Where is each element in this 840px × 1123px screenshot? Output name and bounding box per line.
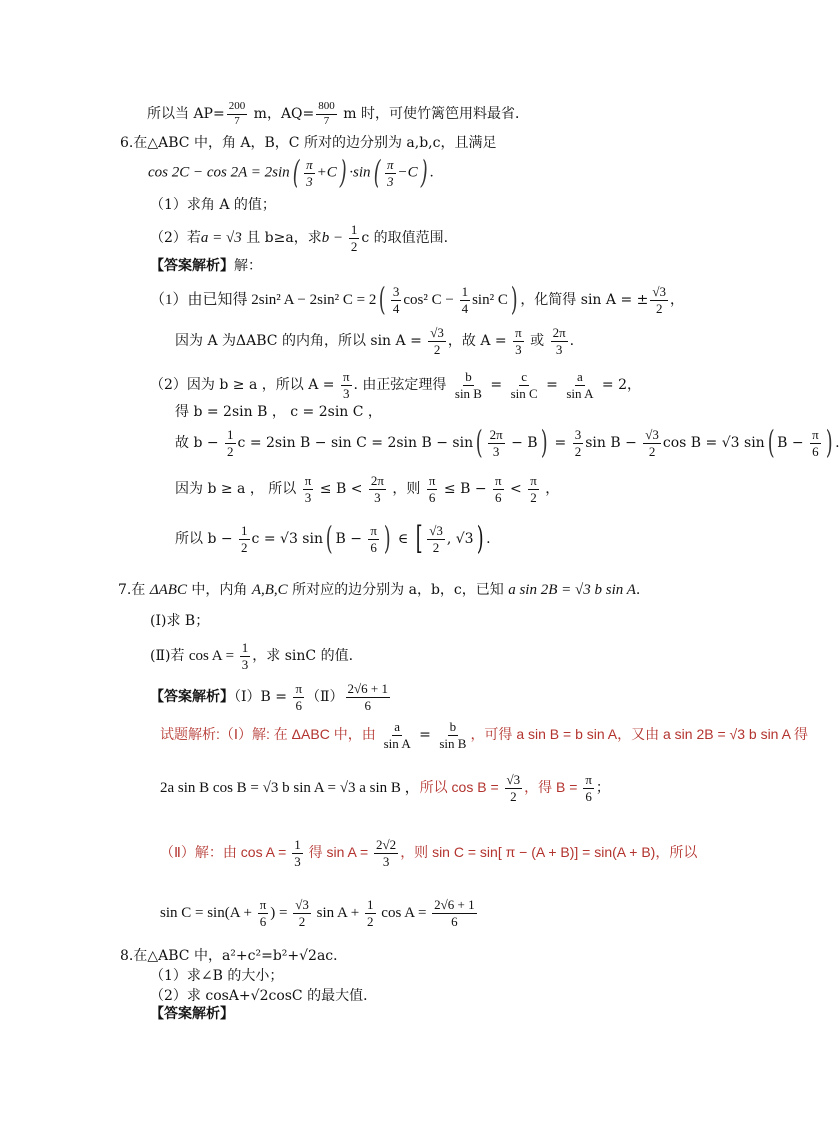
fraction: $\frac{1}{3}$	[294, 837, 301, 869]
fraction: $\frac{2√6 + 1}{6}$	[434, 897, 475, 929]
fraction: $\frac{√3}{2}$	[429, 523, 443, 555]
fraction: $\frac{3}{4}$	[392, 284, 400, 316]
fraction: $\frac{√3}{2}$	[295, 897, 309, 929]
fraction: $\frac{2\pi}{3}$	[552, 325, 566, 357]
fraction: $\frac{\pi}{3}$	[515, 325, 522, 357]
fraction: $\frac{c}{\text{sin C}}$	[510, 369, 538, 401]
fraction: $\frac{√3}{2}$	[652, 284, 667, 316]
fraction: $\frac{\pi}{3}$	[342, 369, 350, 401]
fraction: $\frac{1}{3}$	[241, 640, 249, 672]
fraction: $\frac{\pi}{3}$	[304, 473, 312, 505]
q6-solution-line-7: 所以 b − $\frac{1}{2}$ c = √3 sin( B − $\frac{\pi}{6}$ ) ∈ [ $\frac{√3}{2}$ , √3) .	[175, 519, 491, 558]
q7-part2: (Ⅱ)若 cos A = $\frac{1}{3}$ ，求 sinC 的值.	[150, 640, 354, 672]
q7-answer: 【答案解析】（Ⅰ）B = $\frac{\pi}{6}$ （Ⅱ） $\frac{2√6 + 1}{6}$	[150, 681, 389, 713]
q6-solution-line-2: 因为 A 为ΔABC 的内角，所以 sin A = $\frac{√3}{2}$ ，故 A = $\frac{\pi}{3}$ 或 $\frac{2\pi}{3}$ .	[175, 325, 575, 357]
fraction: $\frac{a}{\text{sin A}}$	[566, 369, 594, 401]
fraction: $\frac{\pi}{6}$	[428, 473, 436, 505]
q6-part2: （2）若a = √3 且 b≥a，求b − $\frac{1}{2}$ c 的取值范围.	[150, 222, 449, 254]
fraction: $\frac{\pi}{6}$	[585, 772, 592, 804]
q6-stem: 6.在△ABC 中，角 A，B，C 所对的边分别为 a,b,c，且满足	[120, 135, 497, 151]
fraction: $\frac{\pi}{6}$	[370, 523, 377, 555]
fraction: $\frac{\pi}{3}$	[306, 157, 313, 189]
q7-solution-line-2: 2a sin B cos B = √3 b sin A = √3 a sin B ，所以 cos B = $\frac{√3}{2}$ ，得 B = $\frac{\pi}{6}$ ；	[160, 772, 610, 804]
q7-stem: 7.在 ΔABC 中，内角 A,B,C 所对应的边分别为 a，b，c，已知 a sin 2B = √3 b sin A.	[118, 582, 641, 598]
fraction: $\frac{b}{\text{sin B}}$	[439, 719, 467, 751]
q6-solution-line-5: 故 b − $\frac{1}{2}$ c = 2sin B − sin C = 2sin B − sin( $\frac{2\pi}{3}$ − B) = $\frac{3}{2}$ sin B − $\frac{√3}{2}$ cos B = √3 sin( B − $\frac{\pi}{6}$ ) .	[175, 423, 840, 462]
fraction: $\frac{1}{2}$	[367, 897, 374, 929]
q7-part1: (Ⅰ)求 B；	[150, 613, 210, 629]
p5-conclusion: 所以当 AP= $\frac{200}{7}$ m，AQ= $\frac{800}{7}$ m 时，可使竹篱笆用料最省．	[147, 100, 529, 127]
q7-solution-line-1: 试题解析:（Ⅰ）解: 在 ΔABC 中，由 $\frac{a}{\text{sin A}}$ = $\frac{b}{\text{sin B}}$ ，可得 a sin B = b sin A，又由 a sin 2B = √3 b sin A 得	[160, 719, 809, 751]
fraction: $\frac{1}{4}$	[461, 284, 469, 316]
fraction: $\frac{b}{\text{sin B}}$	[454, 369, 482, 401]
q6-solution-line-6: 因为 b ≥ a ， 所以 $\frac{\pi}{3}$ ≤ B < $\frac{2\pi}{3}$ ，则 $\frac{\pi}{6}$ ≤ B − $\frac{\pi}{6}$ < $\frac{\pi}{2}$ ，	[175, 473, 560, 505]
q8-part2: （2）求 cosA+√2cosC 的最大值．	[150, 988, 378, 1004]
fraction: $\frac{\pi}{6}$	[259, 897, 267, 929]
fraction: $\frac{2\pi}{3}$	[370, 473, 384, 505]
fraction: $\frac{√3}{2}$	[430, 325, 444, 357]
fraction: $\frac{\pi}{6}$	[812, 427, 819, 459]
fraction: $\frac{2\pi}{3}$	[489, 427, 503, 459]
q8-answer-header: 【答案解析】	[150, 1006, 234, 1022]
fraction: $\frac{\pi}{6}$	[495, 473, 502, 505]
fraction: $\frac{\pi}{2}$	[530, 473, 537, 505]
fraction: $\frac{1}{2}$	[227, 427, 234, 459]
fraction: $\frac{1}{2}$	[350, 222, 358, 254]
fraction: $\frac{a}{\text{sin A}}$	[383, 719, 411, 751]
q6-solution-line-4: 得 b = 2sin B ， c = 2sin C ，	[175, 404, 382, 420]
fraction: $\frac{2√6 + 1}{6}$	[347, 681, 389, 713]
fraction: $\frac{200}{7}$	[228, 100, 246, 127]
fraction: $\frac{2√2}{3}$	[376, 837, 397, 869]
fraction: $\frac{3}{2}$	[574, 427, 582, 459]
fraction: $\frac{1}{2}$	[241, 523, 248, 555]
q6-answer-header: 【答案解析】解：	[150, 258, 262, 274]
fraction: $\frac{√3}{2}$	[645, 427, 659, 459]
q7-solution-line-4: sin C = sin(A + $\frac{\pi}{6}$ ) = $\frac{√3}{2}$ sin A + $\frac{1}{2}$ cos A = $\frac{2√6 + 1}{6}$	[160, 897, 475, 929]
q8-part1: （1）求∠B 的大小；	[150, 968, 284, 984]
fraction: $\frac{√3}{2}$	[506, 772, 521, 804]
q6-solution-line-3: （2）因为 b ≥ a ，所以 A = $\frac{\pi}{3}$ . 由正弦定理得 $\frac{b}{\text{sin B}}$ = $\frac{c}{\text{sin C}}$ = $\frac{a}{\text{sin A}}$ = 2，	[150, 369, 641, 401]
fraction: $\frac{\pi}{6}$	[295, 681, 303, 713]
q6-solution-line-1: （1）由已知得 2sin² A − 2sin² C = 2( $\frac{3}{4}$ cos² C − $\frac{1}{4}$ sin² C) ，化简得 sin A = ± $\frac{√3}{2}$ ，	[150, 280, 685, 319]
q6-condition-equation: cos 2C − cos 2A = 2sin( $\frac{\pi}{3}$ +C) ·sin( $\frac{\pi}{3}$ −C) .	[148, 153, 434, 192]
fraction: $\frac{\pi}{3}$	[387, 157, 394, 189]
fraction: $\frac{800}{7}$	[318, 100, 335, 127]
q7-solution-line-3: （Ⅱ）解：由 cos A = $\frac{1}{3}$ 得 sin A = $\frac{2√2}{3}$ ，则 sin C = sin[ π − (A + B)] = sin(A + B)，所以	[160, 837, 698, 869]
q6-part1: （1）求角 A 的值；	[150, 197, 276, 213]
q8-stem: 8.在△ABC 中，a²+c²=b²+√2ac．	[120, 948, 348, 964]
